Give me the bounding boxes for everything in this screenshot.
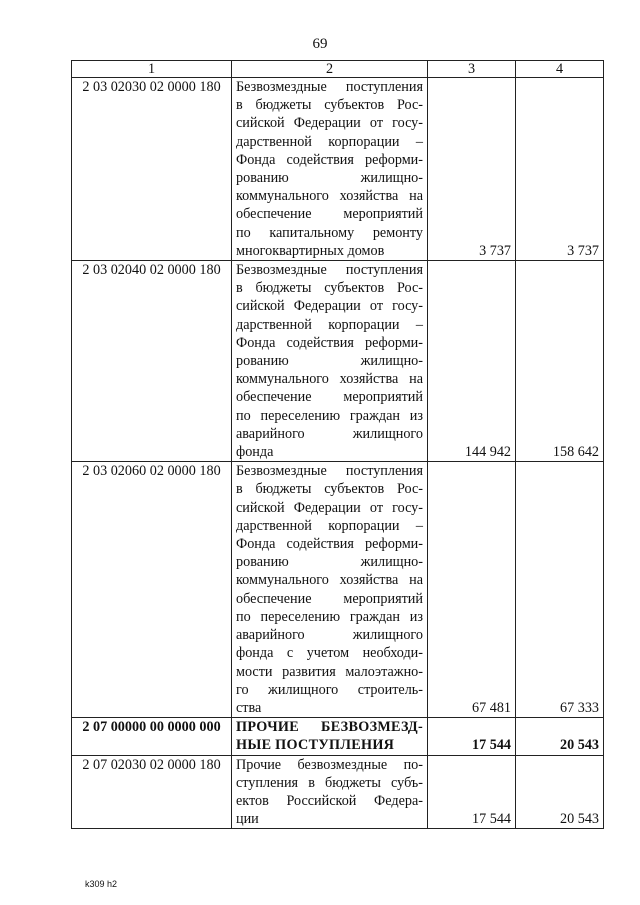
description-cell <box>232 261 428 462</box>
description-line: многоквартирных домов <box>236 242 385 259</box>
description-line: мости развития малоэтажно- <box>236 663 423 680</box>
footer-mark: k309 h2 <box>85 879 118 889</box>
description-line: рованию жилищно- <box>236 554 423 571</box>
budget-table <box>71 60 604 829</box>
description-line: аварийного жилищного <box>236 627 423 644</box>
description-cell <box>232 718 428 755</box>
description-line: в бюджеты субъектов Рос- <box>236 97 423 114</box>
budget-code-cell: 2 03 02040 02 0000 180 <box>72 261 232 462</box>
description-line: сийской Федерации от госу- <box>236 115 423 132</box>
description-line: Фонда содействия реформи- <box>236 334 423 351</box>
amount-col-4-cell: 20 543 <box>516 718 604 755</box>
amount-col-4-cell: 67 333 <box>516 462 604 718</box>
header-col-4: 4 <box>516 61 604 78</box>
description-line: обеспечение мероприятий <box>236 590 423 607</box>
budget-code-cell: 2 07 02030 02 0000 180 <box>72 755 232 829</box>
description-line: сийской Федерации от госу- <box>236 499 423 516</box>
description-line: ПРОЧИЕ БЕЗВОЗМЕЗД- <box>236 719 423 736</box>
table-row <box>72 261 604 462</box>
description-line: дарственной корпорации – <box>236 316 423 333</box>
description-line: ступления в бюджеты субъ- <box>236 774 423 791</box>
description-line: коммунального хозяйства на <box>236 188 423 205</box>
description-line: рованию жилищно- <box>236 170 423 187</box>
description-line: ства <box>236 699 262 716</box>
amount-col-3-cell: 3 737 <box>428 78 516 261</box>
table-row <box>72 718 604 755</box>
description-line: обеспечение мероприятий <box>236 389 423 406</box>
budget-code-cell: 2 03 02030 02 0000 180 <box>72 78 232 261</box>
table-row <box>72 755 604 829</box>
amount-col-3-cell: 67 481 <box>428 462 516 718</box>
description-line: сийской Федерации от госу- <box>236 298 423 315</box>
amount-col-3-cell: 144 942 <box>428 261 516 462</box>
amount-col-4-cell: 158 642 <box>516 261 604 462</box>
table-row <box>72 462 604 718</box>
description-line: по капитальному ремонту <box>236 224 423 241</box>
header-col-1: 1 <box>72 61 232 78</box>
description-line: Безвозмездные поступления <box>236 79 423 95</box>
description-line: фонда <box>236 444 274 461</box>
description-line: в бюджеты субъектов Рос- <box>236 280 423 297</box>
table-header-row <box>72 61 604 78</box>
page-number: 69 <box>312 36 328 52</box>
amount-col-4-cell: 20 543 <box>516 755 604 829</box>
description-line: го жилищного строитель- <box>236 681 423 698</box>
description-line: дарственной корпорации – <box>236 133 423 150</box>
amount-col-3-cell: 17 544 <box>428 755 516 829</box>
amount-col-3-cell: 17 544 <box>428 718 516 755</box>
description-line: Прочие безвозмездные по- <box>236 756 423 773</box>
header-col-2: 2 <box>232 61 428 78</box>
description-line: Безвозмездные поступления <box>236 463 423 480</box>
description-line: ции <box>236 811 259 828</box>
description-line: НЫЕ ПОСТУПЛЕНИЯ <box>236 737 395 754</box>
table-row <box>72 78 604 261</box>
description-line: в бюджеты субъектов Рос- <box>236 481 423 498</box>
description-line: коммунального хозяйства на <box>236 572 423 589</box>
description-line: по переселению граждан из <box>236 608 423 625</box>
description-line: по переселению граждан из <box>236 407 423 424</box>
description-cell <box>232 78 428 261</box>
description-line: коммунального хозяйства на <box>236 371 423 388</box>
description-cell <box>232 462 428 718</box>
description-line: аварийного жилищного <box>236 425 423 442</box>
description-line: Фонда содействия реформи- <box>236 151 423 168</box>
description-line: Фонда содействия реформи- <box>236 536 423 553</box>
description-line: Безвозмездные поступления <box>236 262 423 279</box>
description-line: дарственной корпорации – <box>236 517 423 534</box>
description-line: фонда с учетом необходи- <box>236 645 423 662</box>
amount-col-4-cell: 3 737 <box>516 78 604 261</box>
budget-code-cell: 2 03 02060 02 0000 180 <box>72 462 232 718</box>
description-line: обеспечение мероприятий <box>236 206 423 223</box>
description-cell <box>232 755 428 829</box>
description-line: рованию жилищно- <box>236 353 423 370</box>
header-col-3: 3 <box>428 61 516 78</box>
budget-code-cell: 2 07 00000 00 0000 000 <box>72 718 232 755</box>
description-line: ектов Российской Федера- <box>236 792 423 809</box>
